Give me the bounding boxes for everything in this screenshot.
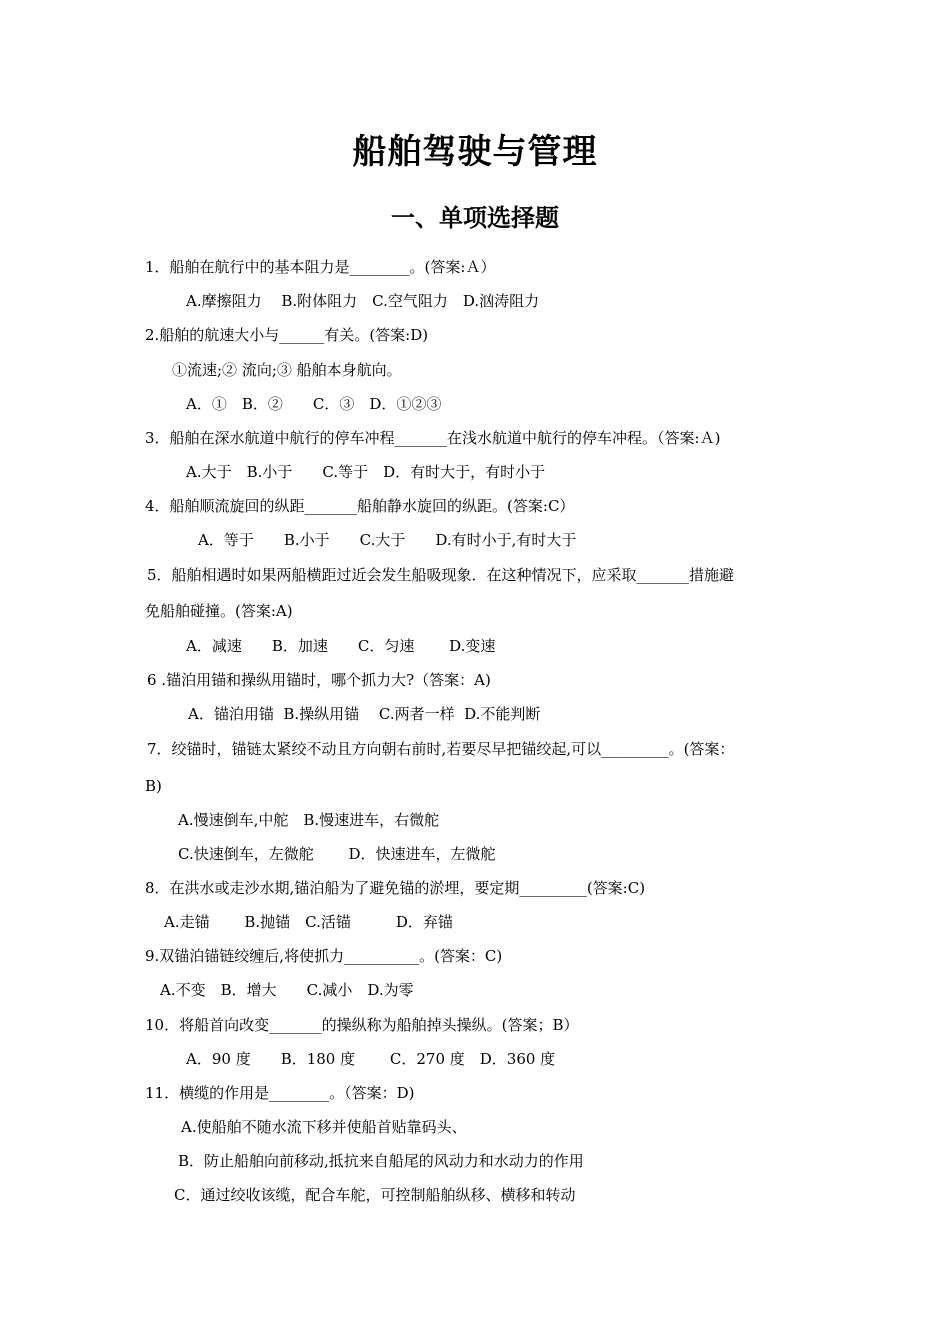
page-title: 船舶驾驶与管理: [352, 132, 598, 172]
option-11b: B．防止船舶向前移动,抵抗来自船尾的风动力和水动力的作用: [178, 1152, 584, 1170]
question-5: 5．船舶相遇时如果两船横距过近会发生船吸现象．在这种情况下，应采取_______措施避: [147, 566, 735, 584]
options-4: A．等于 B.小于 C.大于 D.有时小于,有时大于: [198, 531, 577, 549]
options-9: A.不变 B．增大 C.减小 D.为零: [160, 981, 414, 999]
question-3: 3．船舶在深水航道中航行的停车冲程_______在浅水航道中航行的停车冲程。（答案:Ａ): [145, 429, 721, 447]
options-6: A．锚泊用锚 B.操纵用锚 C.两者一样 D.不能判断: [188, 705, 541, 723]
options-1: A.摩擦阻力 B.附体阻力 C.空气阻力 D.汹涛阻力: [186, 292, 540, 310]
options-10: A．90 度 B．180 度 C．270 度 D．360 度: [186, 1050, 556, 1068]
option-11c: C．通过绞收该缆，配合车舵，可控制船舶纵移、横移和转动: [174, 1186, 576, 1204]
option-11a: A.使船舶不随水流下移并使船首贴靠码头、: [181, 1118, 467, 1136]
options-3: A.大于 B.小于 C.等于 D．有时大于，有时小于: [186, 463, 546, 481]
options-8: A.走锚 B.抛锚 C.活锚 D．弃锚: [164, 913, 453, 931]
question-2: 2.船舶的航速大小与______有关。(答案:D): [145, 326, 429, 344]
question-5-cont: 免船舶碰撞。(答案:A): [145, 602, 293, 620]
question-9: 9.双锚泊锚链绞缠后,将使抓力__________。(答案：C): [145, 947, 503, 965]
section-heading: 一、单项选择题: [391, 203, 559, 232]
question-7: 7．绞锚时，锚链太紧绞不动且方向朝右前时,若要尽早把锚绞起,可以_________。(答案：: [147, 740, 735, 758]
question-7-cont: B): [145, 777, 162, 795]
question-1: 1．船舶在航行中的基本阻力是________。(答案:Ａ）: [145, 258, 496, 276]
question-4: 4．船舶顺流旋回的纵距_______船舶静水旋回的纵距。(答案:C）: [145, 497, 575, 515]
question-11: 11．横缆的作用是________。（答案：D): [145, 1084, 415, 1102]
options-7b: C.快速倒车，左微舵 D．快速进车，左微舵: [178, 845, 496, 863]
question-10: 10．将船首向改变_______的操纵称为船舶掉头操纵。(答案；B）: [145, 1016, 579, 1034]
question-6: 6 .锚泊用锚和操纵用锚时，哪个抓力大?（答案：A): [147, 671, 491, 689]
options-2: A．① B．② C．③ D．①②③: [186, 395, 442, 413]
options-7a: A.慢速倒车,中舵 B.慢速进车，右微舵: [178, 811, 440, 829]
question-2-items: ①流速;② 流向;③ 船舶本身航向。: [172, 361, 402, 379]
options-5: A．减速 B．加速 C．匀速 D.变速: [186, 637, 496, 655]
question-8: 8．在洪水或走沙水期,锚泊船为了避免锚的淤埋，要定期_________(答案:C): [145, 879, 646, 897]
